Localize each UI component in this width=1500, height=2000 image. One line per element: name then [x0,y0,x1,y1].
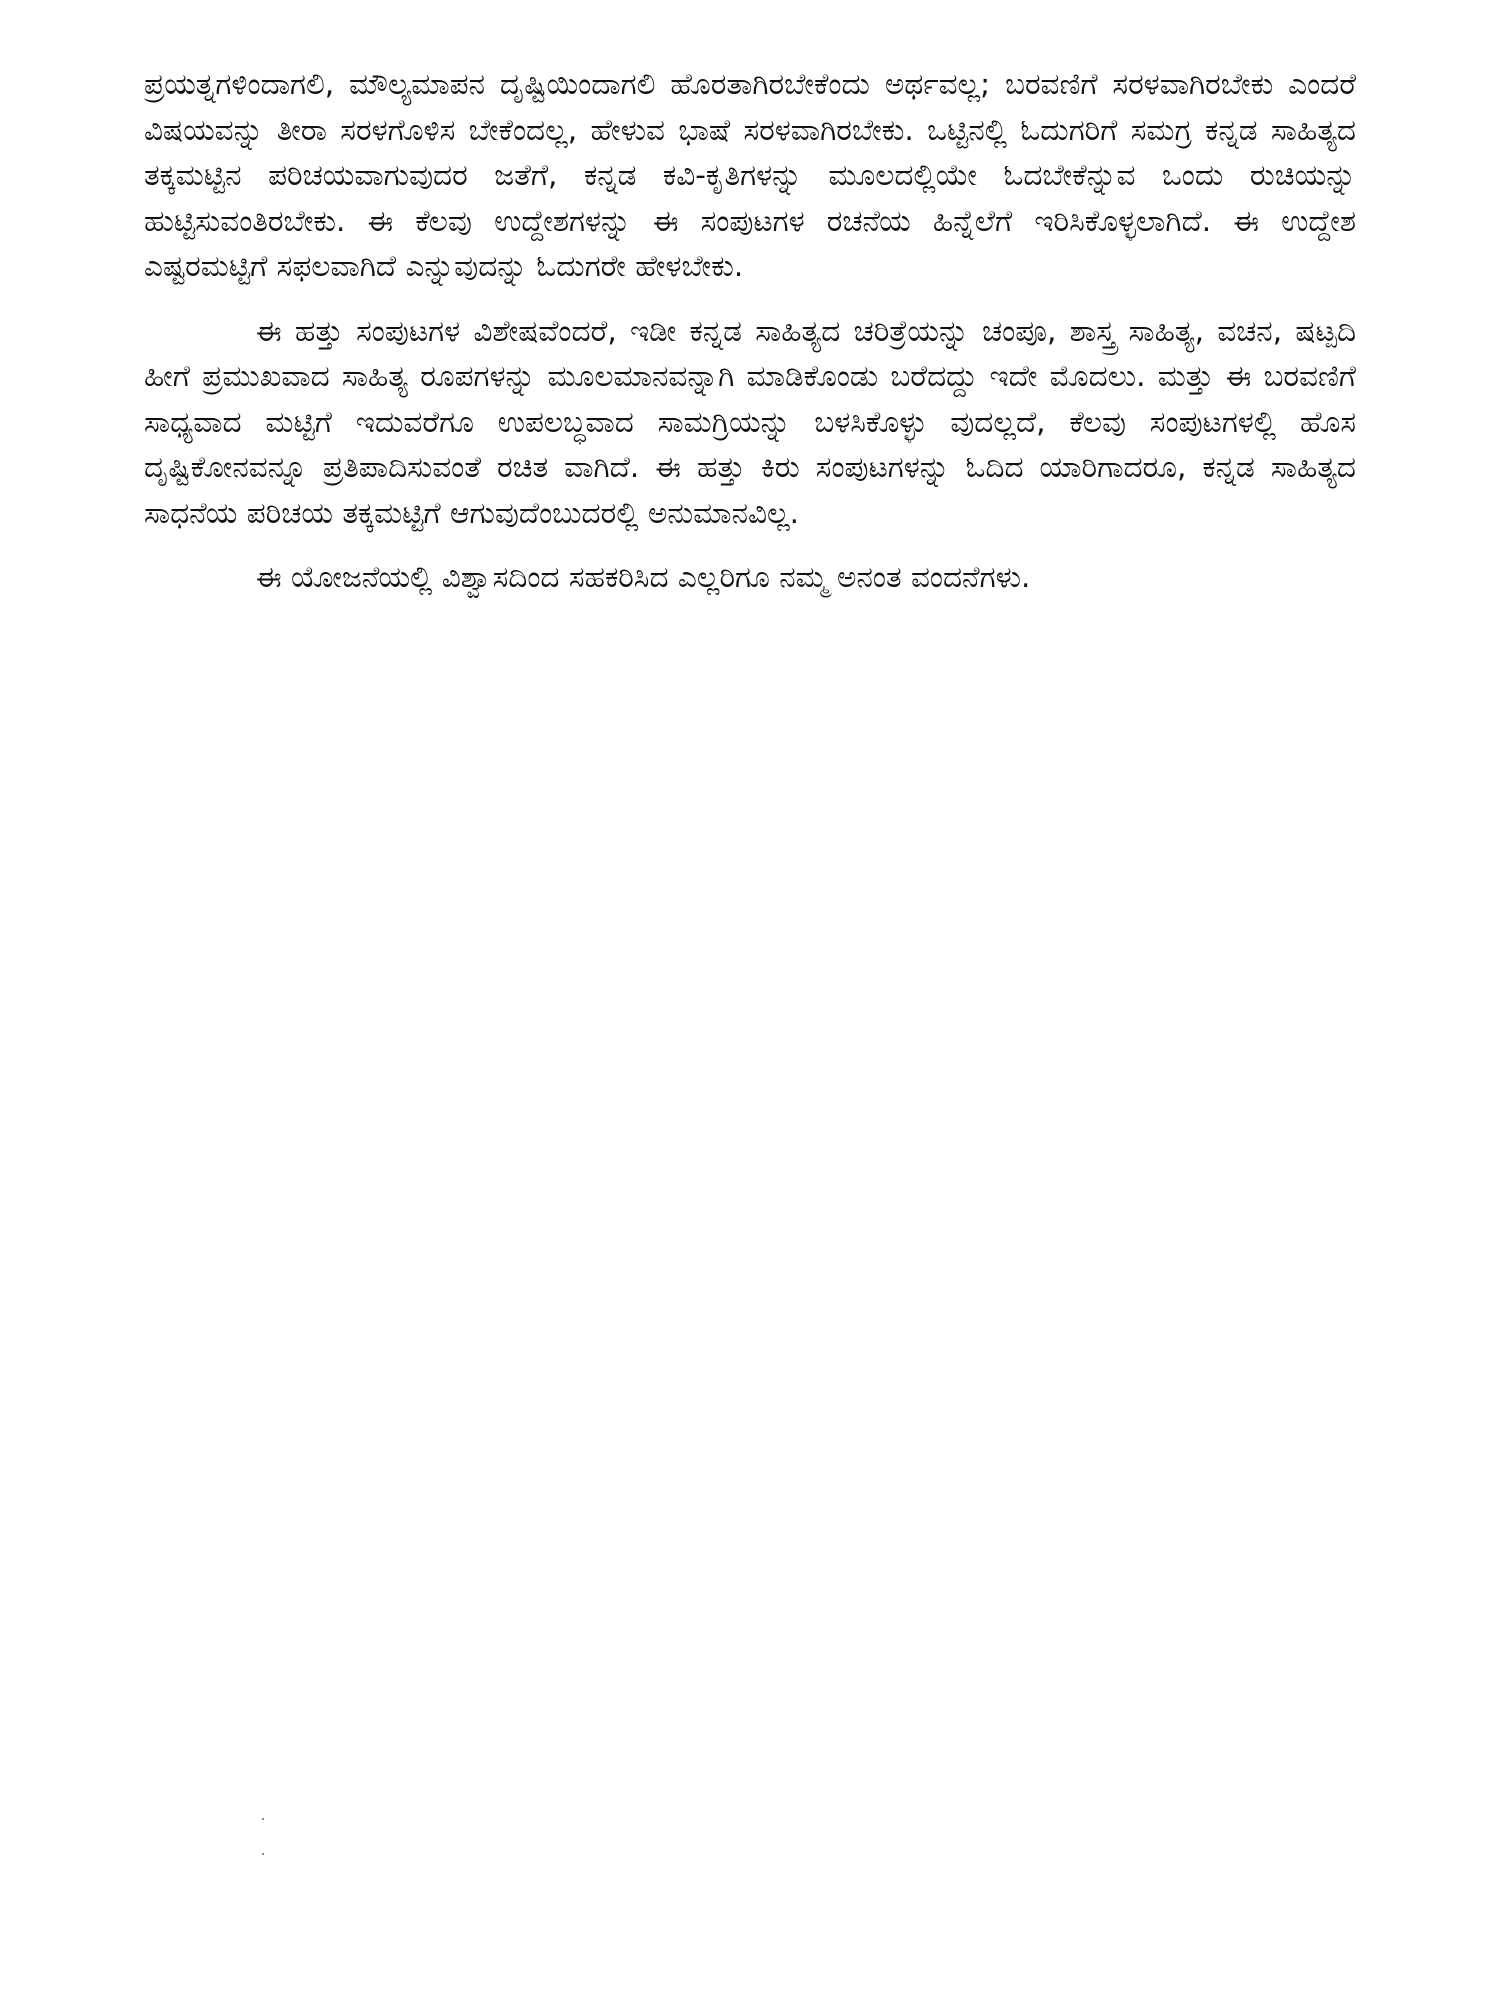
paragraph-thanks: ಈ ಯೋಜನೆಯಲ್ಲಿ ವಿಶ್ವಾಸದಿಂದ ಸಹಕರಿಸಿದ ಎಲ್ಲರಿಗೂ ನಮ್ಮ ಅನಂತ ವಂದನೆಗಳು. [256,560,1031,594]
paragraph-continuation: ಪ್ರಯತ್ನಗಳಿಂದಾಗಲಿ, ಮೌಲ್ಯಮಾಪನ ದೃಷ್ಟಿಯಿಂದಾಗಲಿ ಹೊರತಾಗಿರಬೇಕೆಂದು ಅರ್ಥವಲ್ಲ; ಬರವಣಿಗೆ ಸರಳವಾಗಿರಬೇಕು ಎಂದರೆ ವಿಷಯವನ್ನು ತೀರಾ ಸರಳಗೊಳಿಸ ಬೇಕೆಂದಲ್ಲ, ಹೇಳುವ ಭಾಷೆ ಸರಳವಾಗಿರಬೇಕು. ಒಟ್ಟಿನಲ್ಲಿ ಓದುಗರಿಗೆ ಸಮಗ್ರ ಕನ್ನಡ ಸಾಹಿತ್ಯದ ತಕ್ಕಮಟ್ಟಿನ ಪರಿಚಯವಾಗುವುದರ ಜತೆಗೆ, ಕನ್ನಡ ಕವಿ-ಕೃತಿಗಳನ್ನು ಮೂಲದಲ್ಲಿಯೇ ಓದಬೇಕೆನ್ನುವ ಒಂದು ರುಚಿಯನ್ನು ಹುಟ್ಟಿಸುವಂತಿರಬೇಕು. ಈ ಕೆಲವು ಉದ್ದೇಶಗಳನ್ನು ಈ ಸಂಪುಟಗಳ ರಚನೆಯ ಹಿನ್ನೆಲೆಗೆ ಇರಿಸಿಕೊಳ್ಳಲಾಗಿದೆ. ಈ ಉದ್ದೇಶ ಎಷ್ಟರಮಟ್ಟಿಗೆ ಸಫಲವಾಗಿದೆ ಎನ್ನುವುದನ್ನು ಓದುಗರೇ ಹೇಳಬೇಕು. [144,67,1356,283]
scan-speck [262,1853,264,1855]
body-text [144,62,1356,601]
paragraph-volumes-special: ಈ ಹತ್ತು ಸಂಪುಟಗಳ ವಿಶೇಷವೆಂದರೆ, ಇಡೀ ಕನ್ನಡ ಸಾಹಿತ್ಯದ ಚರಿತ್ರೆಯನ್ನು ಚಂಪೂ, ಶಾಸ್ತ್ರ ಸಾಹಿತ್ಯ, ವಚನ, ಷಟ್ಪದಿ ಹೀಗೆ ಪ್ರಮುಖವಾದ ಸಾಹಿತ್ಯ ರೂಪಗಳನ್ನು ಮೂಲಮಾನವನ್ನಾಗಿ ಮಾಡಿಕೊಂಡು ಬರೆದದ್ದು ಇದೇ ಮೊದಲು. ಮತ್ತು ಈ ಬರವಣಿಗೆ ಸಾಧ್ಯವಾದ ಮಟ್ಟಿಗೆ ಇದುವರೆಗೂ ಉಪಲಬ್ಧವಾದ ಸಾಮಗ್ರಿಯನ್ನು ಬಳಸಿಕೊಳ್ಳು ವುದಲ್ಲದೆ, ಕೆಲವು ಸಂಪುಟಗಳಲ್ಲಿ ಹೊಸ ದೃಷ್ಟಿಕೋನವನ್ನೂ ಪ್ರತಿಪಾದಿಸುವಂತೆ ರಚಿತ ವಾಗಿದೆ. ಈ ಹತ್ತು ಕಿರು ಸಂಪುಟಗಳನ್ನು ಓದಿದ ಯಾರಿಗಾದರೂ, ಕನ್ನಡ ಸಾಹಿತ್ಯದ ಸಾಧನೆಯ ಪರಿಚಯ ತಕ್ಕಮಟ್ಟಿಗೆ ಆಗುವುದೆಂಬುದರಲ್ಲಿ ಅನುಮಾನವಿಲ್ಲ. [144,313,1356,530]
scan-speck [262,1818,264,1820]
